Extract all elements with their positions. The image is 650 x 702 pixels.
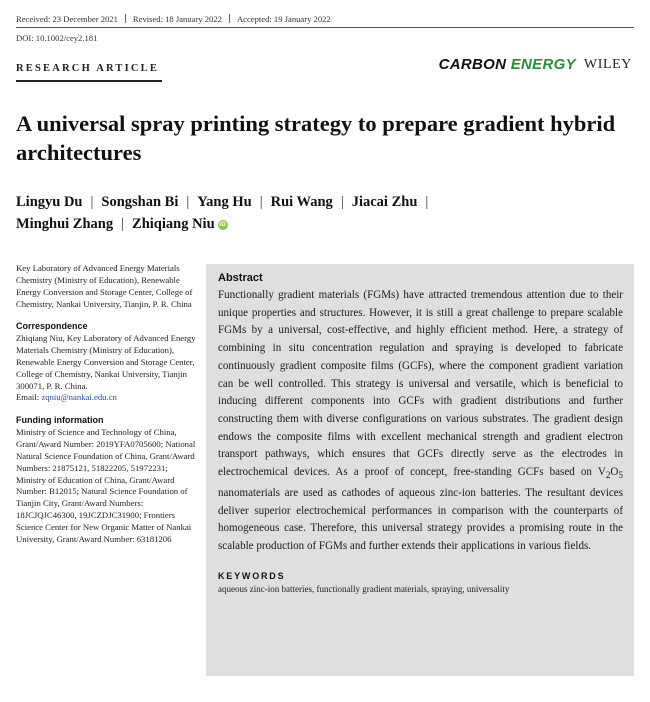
orcid-icon[interactable]: iD <box>219 220 226 228</box>
article-type-rule <box>16 80 162 82</box>
author-name[interactable]: Zhiqiang Niu <box>132 215 215 232</box>
author-name[interactable]: Songshan Bi <box>101 194 179 210</box>
accepted-date: Accepted: 19 January 2022 <box>236 14 331 24</box>
author-name[interactable]: Lingyu Du <box>16 194 83 210</box>
doi-link[interactable]: DOI: 10.1002/cey2.181 <box>16 33 98 43</box>
logo-carbon-word: CARBON <box>438 56 507 73</box>
affiliation: Key Laboratory of Advanced Energy Materials Chemistry (Ministry of Education), Renewable Energy Conversion and Storage Center, College of Chemistry, Nankai University, Tianjin, P. R. China <box>16 263 193 309</box>
article-dates <box>16 14 331 24</box>
abstract-box <box>206 264 634 676</box>
divider <box>229 14 230 23</box>
wiley-logo: WILEY <box>583 56 632 72</box>
article-title: A universal spray printing strategy to prepare gradient hybrid architectures <box>16 111 616 165</box>
keywords-text: aqueous zinc-ion batteries, functionally gradient materials, spraying, universality <box>218 583 510 594</box>
abstract-heading: Abstract <box>218 272 263 284</box>
article-type: RESEARCH ARTICLE <box>16 63 160 74</box>
journal-logo <box>439 56 632 73</box>
author-list: Lingyu Du | Songshan Bi | Yang Hu | Rui Wang | Jiacai Zhu | Minghui Zhang | Zhiqiang Niu iD <box>16 194 429 232</box>
author-name[interactable]: Rui Wang <box>270 194 333 210</box>
logo-energy-word: ENERGY <box>510 56 576 73</box>
funding-text: Ministry of Science and Technology of China, Grant/Award Number: 2019YFA0705600; National Natural Science Foundation of China, Grant/Award Numbers: 21875121, 51822205, 51972231; Ministry of Education of China, Grant/Award Number: B12015; Natural Science Foundation of Tianjin City, Grant/Award Numbers: 18JCJQJC46300, 19JCZDJC31900; Frontiers Science Center for New Organic Matter of Nankai University, Grant/Award Number: 63181206 <box>16 427 196 544</box>
revised-date: Revised: 18 January 2022 <box>132 14 222 24</box>
keywords-heading: KEYWORDS <box>218 570 286 581</box>
author-name[interactable]: Yang Hu <box>197 194 252 210</box>
correspondence-text: Zhiqiang Niu, Key Laboratory of Advanced Energy Materials Chemistry (Ministry of Education), Renewable Energy Conversion and Storage Center, College of Chemistry, Nankai University, Tianjin 300071, P. R. China. Email: zqniu@nankai.edu.cn <box>16 333 196 403</box>
received-date: Received: 23 December 2021 <box>16 14 118 24</box>
author-name[interactable]: Minghui Zhang <box>16 215 114 232</box>
author-name[interactable]: Jiacai Zhu <box>351 194 418 210</box>
chemical-formula: $V_2O_5$ <box>597 466 623 481</box>
article-sidebar <box>16 263 196 546</box>
abstract-text: Functionally gradient materials (FGMs) have attracted tremendous attention due to their unique properties and structures. However, it is still a great challenge to prepare scalable FGMs by a universal, cost-effective, and highly efficient method. Here, a strategy of combining in situ concentration regulation and spraying is developed to fabricate continuously gradient composite films (GCFs), where the component gradient variation can be well controlled. This strategy is universal and versatile, which is beneficial to inducing different components into GCFs with gradient distributions and further constructing them with diverse configurations on various substrates. The gradient design endows the composite films with excellent mechanical strength and gradient electron transport pathways, which ensures that GCFs directly serve as the electrodes in electrochemical devices. As a proof of concept, free-standing GCFs based on $V_2O_5$ nanomaterials are used as cathodes of aqueous zinc-ion batteries. The resultant devices deliver superior electrochemical performances in comparison with the counterparts of homogeneous case. Therefore, this universal strategy provides a promising route in the scalable production of FGMs and further extends their applications in various fields. <box>218 289 623 553</box>
divider <box>125 14 126 23</box>
header-rule <box>16 27 634 28</box>
funding-heading: Funding information <box>16 415 104 426</box>
correspondence-heading: Correspondence <box>16 321 88 332</box>
email-link[interactable]: zqniu@nankai.edu.cn <box>41 392 117 403</box>
carbon-energy-logo <box>439 56 576 73</box>
